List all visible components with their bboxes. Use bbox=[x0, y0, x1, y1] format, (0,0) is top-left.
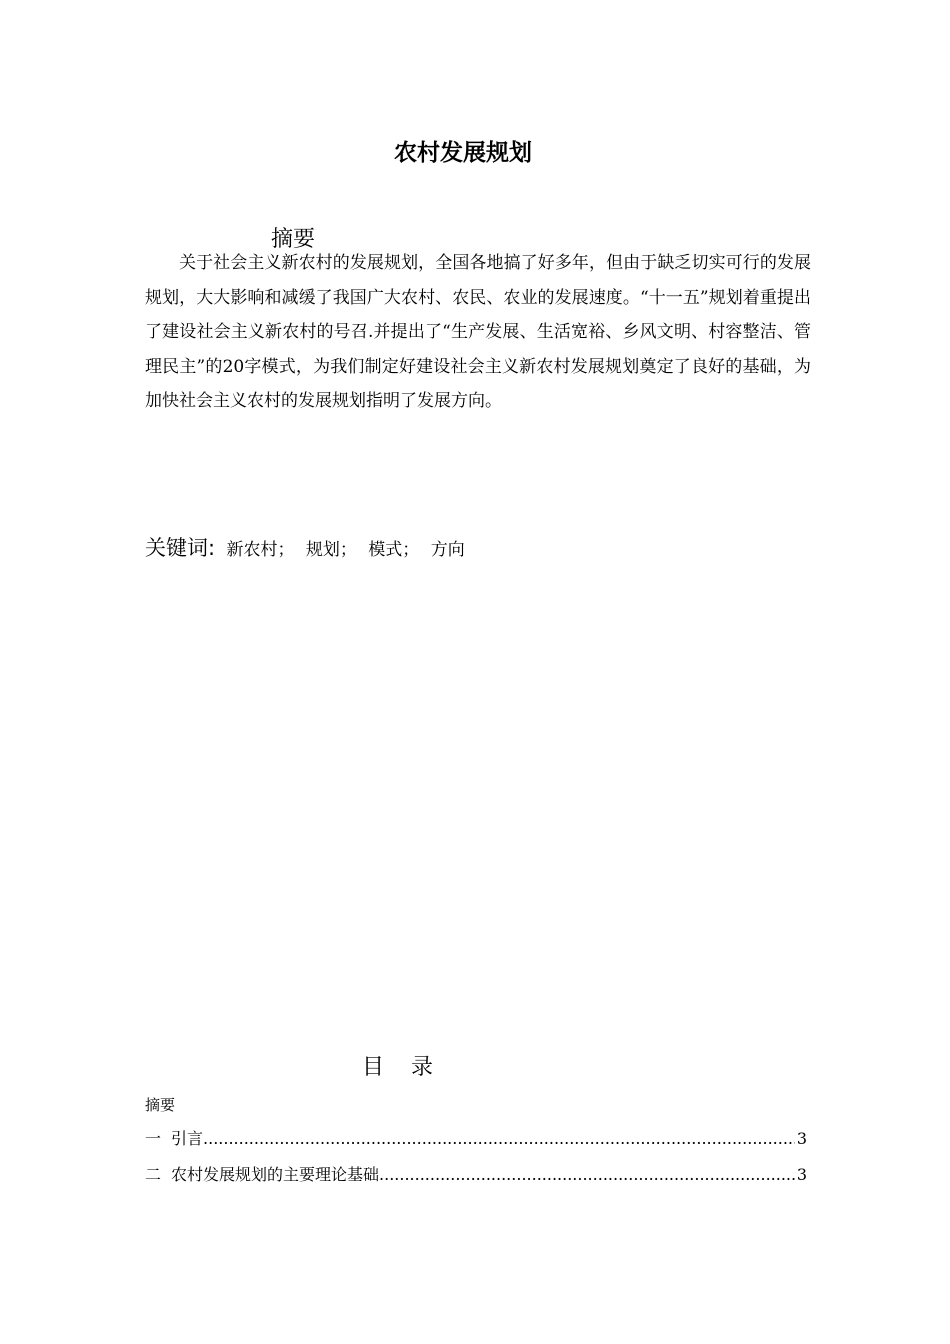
toc-entry-number: 一 bbox=[145, 1129, 162, 1148]
document-title: 农村发展规划 bbox=[394, 140, 532, 166]
abstract-heading: 摘要 bbox=[271, 227, 316, 252]
toc-entry bbox=[145, 1162, 807, 1185]
toc-entry-number: 二 bbox=[145, 1165, 162, 1184]
toc-entry bbox=[145, 1126, 807, 1149]
toc-entry-label: 引言 bbox=[171, 1129, 204, 1148]
abstract-body: 关于社会主义新农村的发展规划，全国各地搞了好多年，但由于缺乏切实可行的发展规划，大大影响和减缓了我国广大农村、农民、农业的发展速度。“十一五”规划着重提出了建设社会主义新农村的号召.并提出了“生产发展、生活宽裕、乡风文明、村容整洁、管理民主”的20字模式，为我们制定好建设社会主义新农村发展规划奠定了良好的基础，为加快社会主义农村的发展规划指明了发展方向。 bbox=[145, 253, 811, 412]
keywords-label: 关键词: bbox=[145, 536, 216, 560]
toc-leader-dots bbox=[203, 1129, 795, 1148]
keyword-item: 方向 bbox=[430, 540, 465, 560]
keywords-line bbox=[145, 532, 465, 562]
toc-title: 目 录 bbox=[362, 1055, 443, 1080]
toc-entry-abstract: 摘要 bbox=[145, 1096, 176, 1114]
keyword-item: 规划； bbox=[305, 540, 357, 560]
keyword-item: 新农村； bbox=[226, 540, 295, 560]
toc-entry-page: 3 bbox=[796, 1165, 807, 1184]
toc-entry-label: 农村发展规划的主要理论基础 bbox=[171, 1165, 380, 1184]
keyword-item: 模式； bbox=[368, 540, 420, 560]
toc-leader-dots bbox=[379, 1165, 795, 1184]
toc-entry-page: 3 bbox=[796, 1129, 807, 1148]
